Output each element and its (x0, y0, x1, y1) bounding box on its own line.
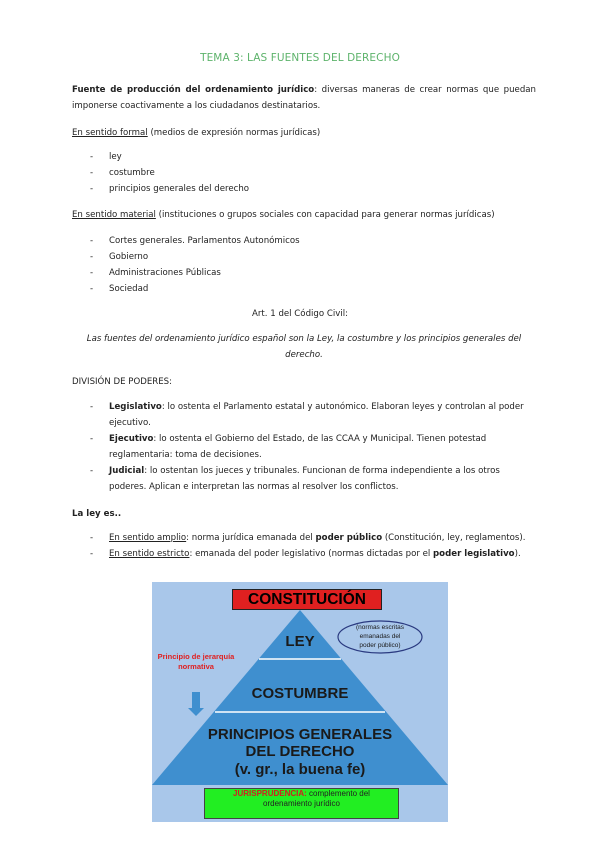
formal-heading-rest: (medios de expresión normas jurídicas) (147, 128, 321, 138)
level-principios-1: PRINCIPIOS GENERALES (207, 726, 393, 743)
intro-rest: : diversas maneras de crear normas que puedan imponerse coactivamente a los ciudadanos destinatarios. (72, 85, 536, 111)
constitucion-box: CONSTITUCIÓN (232, 589, 382, 610)
ley-heading: La ley es.. (72, 509, 122, 519)
level-costumbre: COSTUMBRE (251, 685, 349, 702)
level-ley: LEY (285, 633, 315, 650)
intro-term: Fuente de producción del ordenamiento jurídico (72, 85, 315, 95)
formal-heading (72, 125, 542, 141)
jurisprudencia-box (204, 788, 399, 819)
material-heading (72, 207, 552, 223)
material-heading-label: En sentido material (72, 210, 156, 220)
arrow-head-icon (188, 708, 204, 716)
formal-heading-label: En sentido formal (72, 128, 148, 138)
intro-paragraph (72, 82, 536, 114)
bubble-text-1: (normas escritas (355, 624, 405, 631)
jerarquia-text-2: normativa (178, 662, 214, 671)
jurisprudencia-label: JURISPRUDENCIA: (233, 789, 307, 798)
pyramid-graphic (152, 582, 448, 822)
art-heading: Art. 1 del Código Civil: (252, 309, 348, 319)
jurisprudencia-text-1: complemento del (306, 789, 370, 798)
page-title: TEMA 3: LAS FUENTES DEL DERECHO (200, 52, 400, 64)
level-principios-2: DEL DERECHO (245, 743, 355, 760)
jerarquia-text-1: Principio de jerarquía (157, 652, 235, 661)
bubble-text-3: poder público) (359, 642, 401, 649)
document-page: TEMA 3: LAS FUENTES DEL DERECHO Fuente de producción del ordenamiento jurídico: diversas maneras de crear normas que puedan imponerse coactivamente a los ciudadanos destinatarios. En sentido formal (medios de expresión normas jurídicas) - ley - costumbre - principios generales del derecho En sentido material (instituciones o grupos sociales con capacidad para generar normas jurídicas) - Cortes generales. Parlamentos Autonómicos - Gobierno - Administraciones Públicas - Sociedad Art. 1 del Código Civil: Las fuentes del ordenamiento jurídico español son la Ley, la costumbre y los principios generales del derecho. DIVISIÓN DE PODERES: - Legislativo: lo ostenta el Parlamento estatal y autonómico. Elaboran leyes y controlan al poder ejecutivo. - Ejecutivo: lo ostenta el Gobierno del Estado, de las CCAA y Municipal. Tienen potestad reglamentaria: toma de decisiones. - Judicial: lo ostentan los jueces y tribunales. Funcionan de forma independiente a los otros poderes. Aplican e interpretan las normas al resolver los conflictos. La ley es.. - En sentido amplio: norma jurídica emanada del poder público (Constitución, ley, reglamentos). - En sentido estricto: emanada del poder legislativo (normas dictadas por el poder legislativo). LEY COSTUMBRE PRINCIPIOS GENERALES DEL DERECHO (v. gr., la buena fe) (normas escritas emanadas del poder público) Principio de jerarquía normativa CONSTITUCIÓN JURISPRUDENCIA: complemento del ordenamiento jurídico (0, 0, 600, 848)
material-heading-rest: (instituciones o grupos sociales con capacidad para generar normas jurídicas) (155, 210, 495, 220)
art-quote: Las fuentes del ordenamiento jurídico español son la Ley, la costumbre y los principios generales del derecho. (86, 334, 522, 360)
hierarchy-diagram (152, 582, 448, 822)
level-principios-3: (v. gr., la buena fe) (234, 761, 366, 778)
jurisprudencia-text-2: ordenamiento jurídico (263, 799, 340, 808)
arrow-shaft (192, 692, 200, 708)
bubble-text-2: emanadas del (359, 633, 401, 640)
division-heading: DIVISIÓN DE PODERES: (72, 377, 173, 387)
